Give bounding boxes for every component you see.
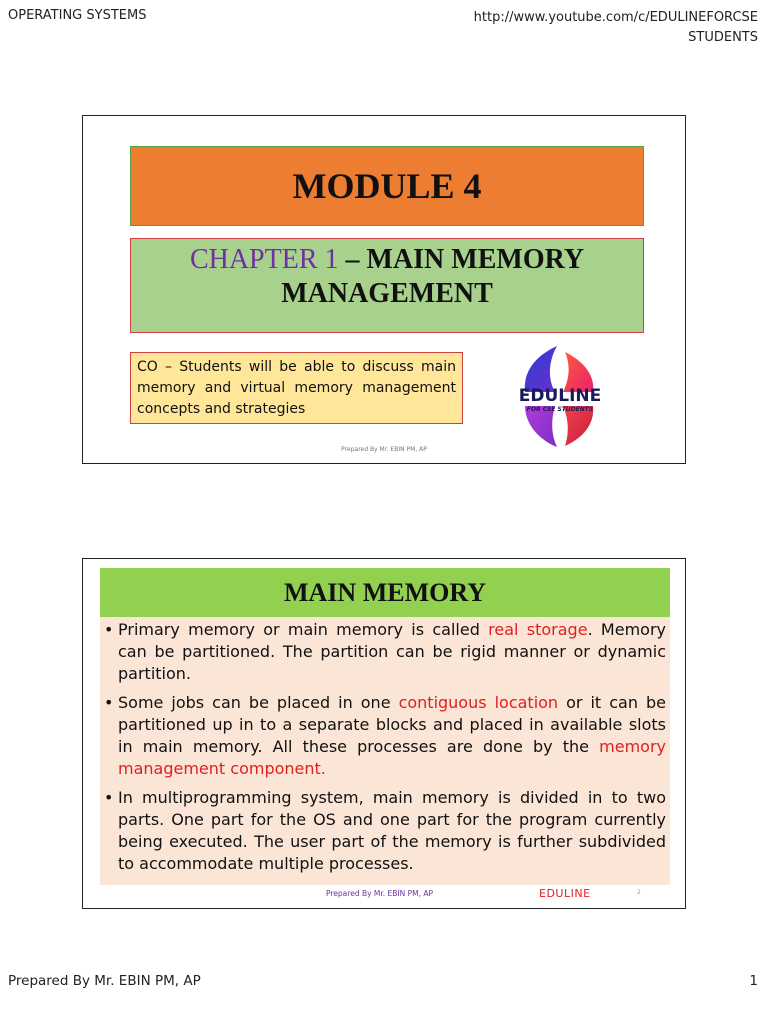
chapter-prefix: CHAPTER 1 bbox=[189, 244, 339, 275]
header-subject: OPERATING SYSTEMS bbox=[8, 8, 147, 23]
bullet-multiprogramming bbox=[104, 787, 666, 875]
highlight-real-storage: real storage bbox=[488, 620, 588, 639]
course-outcome: CO – Students will be able to discuss main memory and virtual memory management concepts and strategies bbox=[130, 352, 463, 424]
highlight-contiguous-location: contiguous location bbox=[398, 693, 559, 712]
slide-module-title bbox=[82, 115, 686, 464]
slide1-prepared-by: Prepared By Mr. EBIN PM, AP bbox=[341, 446, 427, 453]
bullet-text: In multiprogramming system, main memory is divided in to two parts. One part for the OS and one part for the program currently being executed. The user part of the memory is further subdivided to accommodate multiple processes. bbox=[118, 788, 666, 873]
footer-prepared-by: Prepared By Mr. EBIN PM, AP bbox=[8, 973, 201, 989]
slide2-footer bbox=[83, 889, 685, 901]
main-memory-body bbox=[100, 617, 670, 885]
logo-text: EDULINE bbox=[518, 386, 602, 406]
slide2-prepared-by: Prepared By Mr. EBIN PM, AP bbox=[326, 889, 434, 898]
module-title: MODULE 4 bbox=[130, 146, 644, 226]
slide-main-memory bbox=[82, 558, 686, 909]
header-url[interactable] bbox=[474, 8, 758, 48]
footer-page-number: 1 bbox=[749, 973, 758, 989]
main-memory-title: MAIN MEMORY bbox=[100, 568, 670, 617]
bullet-text: Primary memory or main memory is called bbox=[118, 620, 489, 639]
bullet-text: Some jobs can be placed in one bbox=[118, 693, 399, 712]
bullet-text: or it can be partitioned up in to a separate blocks and placed in available slots in main memory. All these processes are done by the bbox=[118, 693, 666, 756]
slide2-number: 2 bbox=[637, 889, 641, 896]
logo-subtext: FOR CSE STUDENTS bbox=[526, 406, 594, 413]
bullet-real-storage bbox=[104, 619, 666, 685]
chapter-title bbox=[130, 238, 644, 333]
bullet-contiguous-location bbox=[104, 692, 666, 780]
slide2-brand: EDULINE bbox=[539, 887, 591, 900]
chapter-rest: – MAIN MEMORY MANAGEMENT bbox=[281, 244, 585, 309]
highlight-memory-management: memory management component. bbox=[118, 737, 666, 778]
bullet-text: . Memory can be partitioned. The partition can be rigid manner or dynamic partition. bbox=[118, 620, 667, 683]
header-url-line2[interactable]: STUDENTS bbox=[688, 30, 758, 45]
header-url-line1[interactable]: http://www.youtube.com/c/EDULINEFORCSE bbox=[473, 10, 758, 25]
eduline-logo bbox=[495, 344, 625, 449]
